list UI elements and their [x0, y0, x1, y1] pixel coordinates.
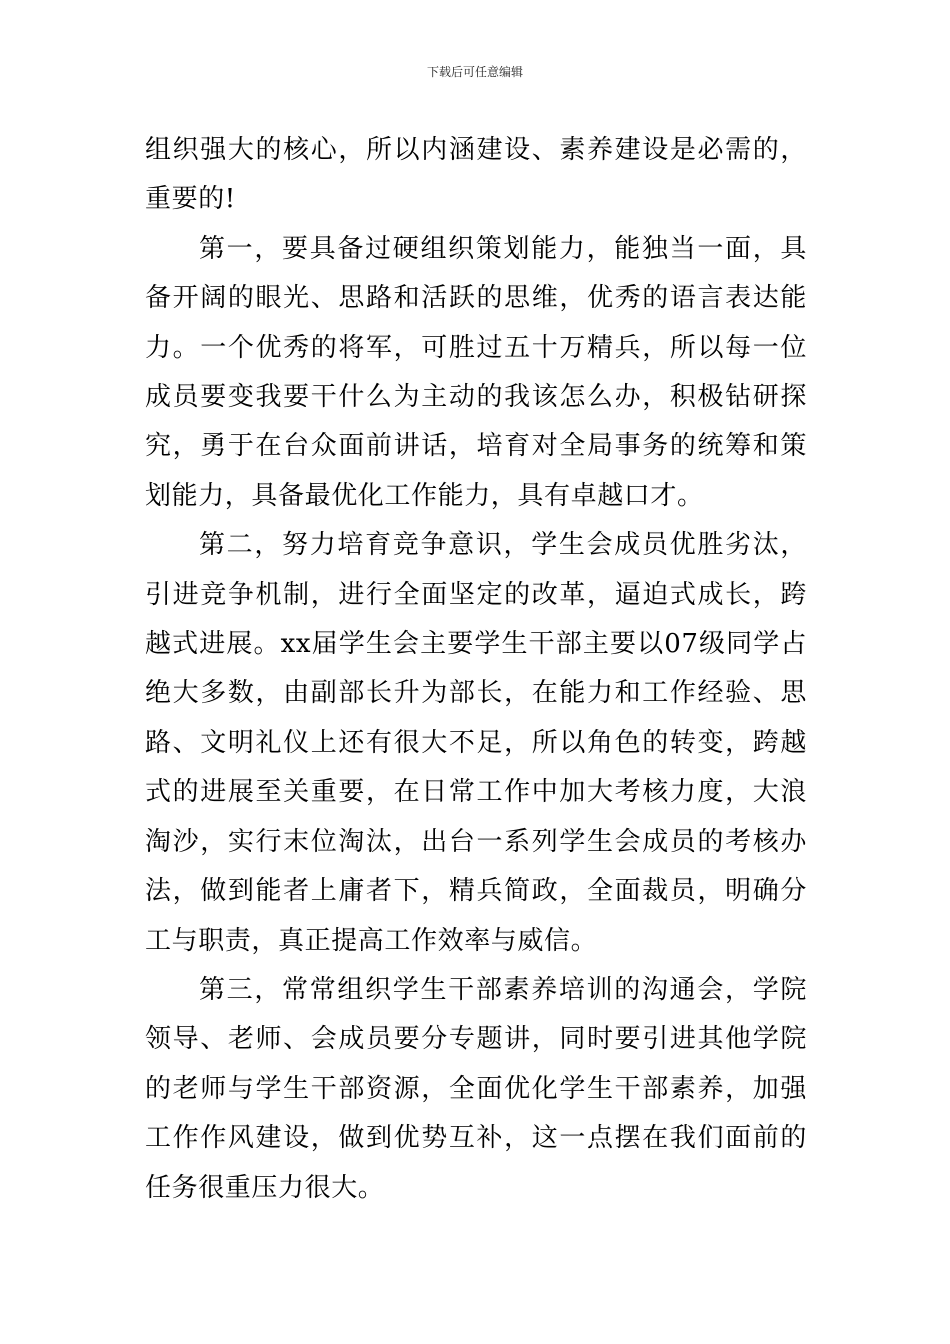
paragraph-2: 第一，要具备过硬组织策划能力，能独当一面，具备开阔的眼光、思路和活跃的思维，优秀的语言表达能力。一个优秀的将军，可胜过五十万精兵，所以每一位成员要变我要干什么为主动的我该怎么办，积极钻研探究，勇于在台众面前讲话，培育对全局事务的统筹和策划能力，具备最优化工作能力，具有卓越口才。 — [145, 233, 807, 511]
paragraph-1: 组织强大的核心，所以内涵建设、素养建设是必需的，重要的! — [145, 135, 807, 215]
document-body — [145, 126, 807, 1213]
paragraph-4: 第三，常常组织学生干部素养培训的沟通会，学院领导、老师、会成员要分专题讲，同时要引进其他学院的老师与学生干部资源，全面优化学生干部素养，加强工作作风建设，做到优势互补，这一点摆在我们面前的任务很重压力很大。 — [145, 974, 807, 1203]
paragraph-3: 第二，努力培育竞争意识，学生会成员优胜劣汰，引进竞争机制，进行全面坚定的改革，逼迫式成长，跨越式进展。xx届学生会主要学生干部主要以07级同学占绝大多数，由副部长升为部长，在能力和工作经验、思路、文明礼仪上还有很大不足，所以角色的转变，跨越式的进展至关重要，在日常工作中加大考核力度，大浪淘沙，实行末位淘汰，出台一系列学生会成员的考核办法，做到能者上庸者下，精兵简政，全面裁员，明确分工与职责，真正提高工作效率与威信。 — [145, 530, 807, 956]
page-header: 下载后可任意编辑 — [426, 65, 523, 79]
